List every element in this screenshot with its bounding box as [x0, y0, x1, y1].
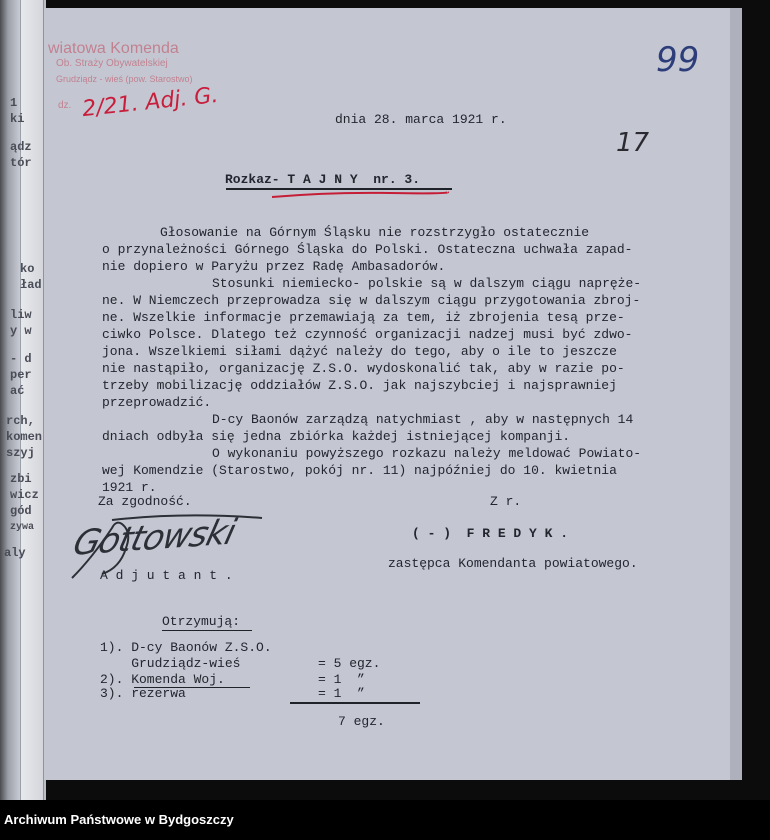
strip-fragment: ać	[10, 384, 25, 398]
document-title: Rozkaz- T A J N Y nr. 3.	[225, 172, 421, 187]
body-line: o przynależności Górnego Śląska do Polski. Ostateczna uchwała zapad-	[102, 242, 633, 257]
handwritten-signature: Gottowski	[69, 512, 240, 564]
strip-fragment: y w	[10, 324, 32, 338]
adjutant-label: A d j u t a n t .	[100, 568, 233, 583]
page-edge	[730, 8, 742, 780]
recipient-label: 1). D-cy Baonów Z.S.O.	[100, 640, 272, 655]
recipient-label: 2). Komenda Woj.	[100, 672, 225, 687]
body-line: dniach odbyła się jedna zbiórka każdej istniejącej kompanji.	[102, 429, 571, 444]
signatory-name: ( - ) F R E D Y K .	[412, 526, 569, 541]
strip-fragment: tór	[10, 156, 32, 170]
body-line: Głosowanie na Górnym Śląsku nie rozstrzygło ostatecznie	[160, 225, 590, 240]
registry-number: 2/21. Adj. G.	[81, 82, 220, 123]
body-line: 1921 r.	[102, 480, 157, 495]
strip-fragment: gód	[10, 504, 32, 518]
recipient-label: Grudziądz-wieś	[100, 656, 241, 671]
signatory-role: zastępca Komendanta powiatowego.	[388, 556, 638, 571]
strip-fragment: liw	[10, 308, 32, 322]
stamp-line-1: wiatowa Komenda	[48, 40, 179, 57]
strip-fragment: szyj	[6, 446, 35, 460]
recipients-total: 7 egz.	[338, 714, 385, 729]
strip-fragment: per	[10, 368, 32, 382]
document-date: dnia 28. marca 1921 r.	[335, 112, 507, 127]
page-number-black: 17	[616, 128, 650, 158]
body-line: trzeby mobilizację oddziałów Z.S.O. jak najszybciej i najsprawniej	[102, 378, 617, 393]
body-line: jona. Wszelkiemi siłami dążyć należy do tego, aby o ile to jeszcze	[102, 344, 617, 359]
body-line: Stosunki niemiecko- polskie są w dalszym ciągu napręże-	[212, 276, 642, 291]
body-line: nie dopiero w Paryżu przez Radę Ambasadorów.	[102, 259, 446, 274]
strip-fragment: rch,	[6, 414, 35, 428]
page-number-blue: 99	[656, 40, 700, 80]
total-line	[290, 702, 420, 704]
strip-fragment: ki	[10, 112, 25, 126]
strip-fragment: komen	[6, 430, 43, 444]
strip-fragment: zywa	[10, 522, 35, 533]
strip-fragment: ądz	[10, 140, 32, 154]
body-line: nie nastąpiło, organizację Z.S.O. wydoskonalić tak, aby w razie po-	[102, 361, 625, 376]
stamp-line-3: Grudziądz - wieś (pow. Starostwo)	[56, 73, 193, 84]
archive-name: Archiwum Państwowe w Bydgoszczy	[4, 812, 234, 827]
body-line: D-cy Baonów zarządzą natychmiast , aby w następnych 14	[212, 412, 634, 427]
strip-fragment: ko	[20, 262, 35, 276]
recipient-count: = 1 ”	[318, 672, 365, 687]
za-zgodnosc: Za zgodność.	[98, 494, 192, 509]
red-underline	[270, 188, 450, 202]
body-line: O wykonaniu powyższego rozkazu należy meldować Powiato-	[212, 446, 642, 461]
strip-fragment: ład	[20, 278, 42, 292]
strip-fragment: - d	[10, 352, 32, 366]
body-line: wej Komendzie (Starostwo, pokój nr. 11) najpóźniej do 10. kwietnia	[102, 463, 617, 478]
body-line: ne. Wszelkie informacje przemawiają za tem, iż zbrojenia tesą prze-	[102, 310, 625, 325]
recipient-count: = 5 egz.	[318, 656, 381, 671]
body-line: przeprowadzić.	[102, 395, 212, 410]
body-line: ciwko Polsce. Dlatego też czynność organizacji nadzej musi być zdwo-	[102, 327, 633, 342]
strip-fragment: 1	[10, 96, 18, 110]
body-line: ne. W Niemczech przeprowadza się w dalszym ciągu przygotowania zbroj-	[102, 293, 641, 308]
recipient-label: 3). rezerwa	[100, 686, 186, 701]
recipient-count: = 1 ”	[318, 686, 365, 701]
archive-footer	[0, 800, 770, 840]
recipients-heading: Otrzymują:	[162, 614, 241, 629]
strip-fragment: aly	[4, 546, 26, 560]
stamp-number-prefix: dz.	[58, 100, 72, 111]
stamp-line-2: Ob. Straży Obywatelskiej	[56, 57, 168, 69]
recipients-heading-underline	[162, 630, 252, 631]
office-stamp	[48, 40, 193, 84]
zr-label: Z r.	[490, 494, 522, 509]
strip-fragment: wicz	[10, 488, 39, 502]
strip-fragment: zbi	[10, 472, 32, 486]
